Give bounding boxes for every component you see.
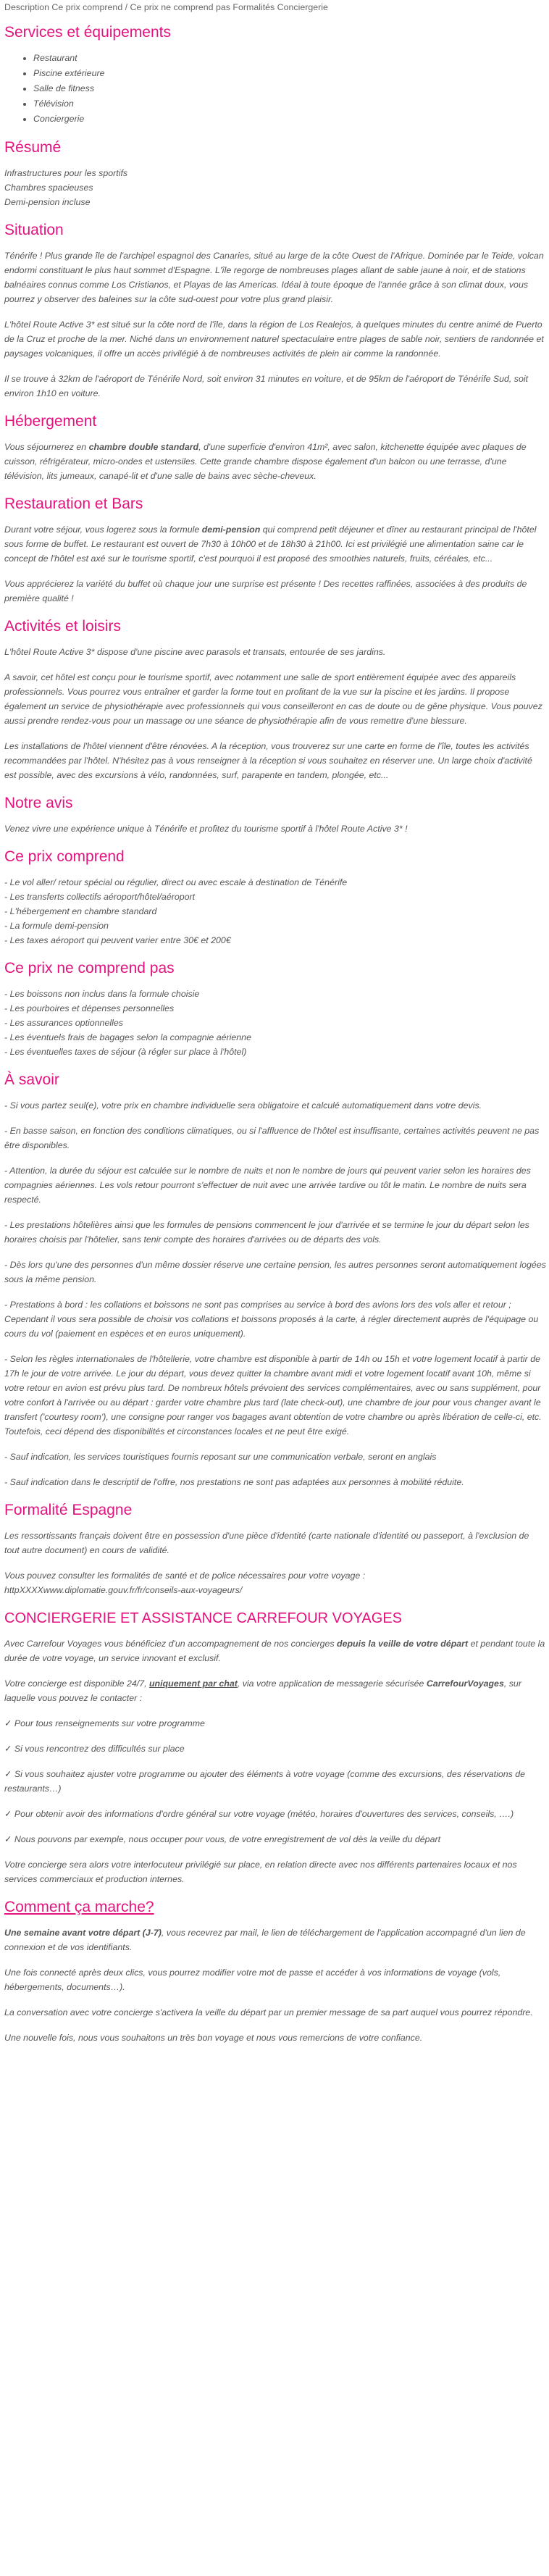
dining-heading: Restauration et Bars xyxy=(4,495,143,512)
good-to-know-paragraph: - Les prestations hôtelières ainsi que les formules de pensions commencent le jour d'arrivée et se termine le jour du départ selon les horaires choisis par l'hôtelier, sans tenir compte des horaires d'arrivées ou de départs des vols. xyxy=(4,1220,529,1245)
excluded-item: - Les éventuelles taxes de séjour (à régler sur place à l'hôtel) xyxy=(4,1047,247,1057)
summary-item: Demi-pension incluse xyxy=(4,197,91,207)
service-item: • Piscine extérieure xyxy=(33,66,546,81)
good-to-know-paragraph: - Prestations à bord : les collations et boissons ne sont pas comprises au service à bord des avions lors des vols aller et retour ; Cependant il vous sera possible de choisir vos collations et boissons proposés à la carte, à régler directement auprès de l'équipage ou cours du vol (paiement en espèces et en euros uniquement). xyxy=(4,1300,539,1339)
activities-paragraph: A savoir, cet hôtel est conçu pour le tourisme sportif, avec notamment une salle de sport entièrement équipée avec des appareils professionnels. Vous pourrez vous entraîner et garder la forme tout en profitant de la vue sur la piscine et les jardins. Il propose également un service de physiothérapie avec professionnels qui vous conseilleront en cas de doute ou de gêne physique. Vous pouvez aussi prendre rendez-vous pour un massage ou une séance de physiothérapie afin de vous remettre d'une blessure. xyxy=(4,672,542,726)
opinion-paragraph: Venez vivre une expérience unique à Ténérife et profitez du tourisme sportif à l'hôtel Route Active 3* ! xyxy=(4,824,408,834)
formalities-paragraph: Vous pouvez consulter les formalités de santé et de police nécessaires pour votre voyage : httpXXXXwww.diplomatie.gouv.fr/fr/conseils-aux-voyageurs/ xyxy=(4,1571,366,1595)
concierge-check-item: ✓ Pour obtenir avoir des informations d'ordre général sur votre voyage (météo, horaires d'ouvertures des services, conseils, ….) xyxy=(4,1809,514,1819)
formalities-heading: Formalité Espagne xyxy=(4,1502,133,1518)
summary-item: Chambres spacieuses xyxy=(4,183,93,193)
situation-paragraph: L'hôtel Route Active 3* est situé sur la côte nord de l'île, dans la région de Los Realejos, à quelques minutes du centre animé de Puerto de la Cruz et proche de la mer. Niché dans un environnement naturel spectaculaire entre plages de sable noir, sentiers de randonnée et paysages volcaniques, il offre un accès privilégié à de nombreuses activités de plein air comme la randonnée. xyxy=(4,319,544,359)
summary-item: Infrastructures pour les sportifs xyxy=(4,168,128,178)
service-item: • Conciergerie xyxy=(33,112,546,127)
section-breadcrumb: Description Ce prix comprend / Ce prix ne comprend pas Formalités Conciergerie xyxy=(4,2,328,12)
concierge-paragraph: Votre concierge sera alors votre interlocuteur privilégié sur place, en relation directe avec nos différents partenaires locaux et nos services commerciaux et production internes. xyxy=(4,1860,517,1884)
situation-paragraph: Ténérife ! Plus grande île de l'archipel espagnol des Canaries, situé au large de la côte Ouest de l'Afrique. Dominée par le Teide, volcan endormi constituant le plus haut sommet d'Espagne. L'île regorge de nombreuses plages allant de sable jaune à noir, et de stations balnéaires connus comme Los Cristianos, et Playas de las Americas. Idéal à toute époque de l'année grâce à son climat doux, vous pourrez y observer des baleines sur la côte sud-ouest pour votre plus grand plaisir. xyxy=(4,251,544,304)
excluded-item: - Les pourboires et dépenses personnelles xyxy=(4,1003,175,1013)
accommodation-paragraph: Vous séjournerez en chambre double standard, d'une superficie d'environ 41m², avec salon, kitchenette équipée avec plaques de cuisson, réfrigérateur, micro-ondes et ustensiles. Cette grande chambre dispose également d'un balcon ou une terrasse, d'une télévision, lits jumeaux, canapé-lit et d'une salle de bains avec sèche-cheveux. xyxy=(4,442,527,481)
formalities-paragraph: Les ressortissants français doivent être en possession d'une pièce d'identité (carte nationale d'identité ou passeport, à l'exclusion de tout autre document) en cours de validité. xyxy=(4,1531,529,1555)
situation-paragraph: Il se trouve à 32km de l'aéroport de Ténérife Nord, soit environ 31 minutes en voiture, et de 95km de l'aéroport de Ténérife Sud, soit environ 1h10 en voiture. xyxy=(4,374,529,398)
excluded-list xyxy=(4,987,546,1059)
how-it-works-heading: Comment ça marche? xyxy=(4,1899,154,1915)
good-to-know-paragraph: - Attention, la durée du séjour est calculée sur le nombre de nuits et non le nombre de jours qui peuvent varier selon les horaires des compagnies aériennes. Les vols retour pourront s'effectuer de nuit avec une arrivée tardive ou tôt le matin. Le nombre de nuits sera respecté. xyxy=(4,1166,531,1205)
services-heading: Services et équipements xyxy=(4,24,171,41)
service-item: • Restaurant xyxy=(33,51,546,66)
good-to-know-paragraph: - Selon les règles internationales de l'hôtellerie, votre chambre est disponible à partir de 14h ou 15h et votre logement locatif à partir de 17h le jour de votre arrivée. Le jour du départ, vous devez quitter la chambre avant midi et votre logement locatif avant 10h, même si votre retour en avion est prévu plus tard. De nombreux hôtels prévoient des services complémentaires, avec ou sans supplément, pour votre confort à l'arrivée ou au départ : garder votre chambre plus tard (late check-out), une chambre de jour pour vous changer avant le transfert ('courtesy room'), une consigne pour ranger vos bagages avant obtention de votre chambre ou après libération de celle-ci, etc. Toutefois, ceci dépend des disponibilités et circonstances locales et ne peut être exigé. xyxy=(4,1354,542,1437)
good-to-know-paragraph: - Sauf indication dans le descriptif de l'offre, nos prestations ne sont pas adaptées aux personnes à mobilité réduite. xyxy=(4,1477,464,1487)
included-item: - Les transferts collectifs aéroport/hôtel/aéroport xyxy=(4,892,196,902)
included-item: - Le vol aller/ retour spécial ou régulier, direct ou avec escale à destination de Ténérife xyxy=(4,877,348,887)
activities-heading: Activités et loisirs xyxy=(4,618,122,635)
service-item: • Salle de fitness xyxy=(33,81,546,96)
accommodation-heading: Hébergement xyxy=(4,413,97,430)
included-heading: Ce prix comprend xyxy=(4,848,125,865)
activities-paragraph: Les installations de l'hôtel viennent d'être rénovées. A la réception, vous trouverez sur une carte en forme de l'île, toutes les activités recommandées par l'hôtel. N'hésitez pas à vous renseigner à la réception si vous souhaitez en réserver une. Un large choix d'activité est possible, avec des excursions à vélo, randonnées, surf, parapente en tandem, plongée, etc... xyxy=(4,741,532,780)
excluded-item: - Les assurances optionnelles xyxy=(4,1018,123,1028)
service-item: • Télévision xyxy=(33,96,546,112)
good-to-know-paragraph: - Sauf indication, les services touristiques fournis reposant sur une communication verbale, seront en anglais xyxy=(4,1452,437,1462)
how-it-works-paragraph: Une fois connecté après deux clics, vous pourrez modifier votre mot de passe et accéder à vos informations de voyage (vols, hébergements, documents…). xyxy=(4,1967,501,1992)
opinion-heading: Notre avis xyxy=(4,795,73,811)
how-it-works-paragraph: La conversation avec votre concierge s'activera la veille du départ par un premier message de sa part auquel vous pourrez répondre. xyxy=(4,2007,533,2017)
excluded-heading: Ce prix ne comprend pas xyxy=(4,960,175,977)
activities-paragraph: L'hôtel Route Active 3* dispose d'une piscine avec parasols et transats, entourée de ses jardins. xyxy=(4,647,386,657)
concierge-paragraph: Votre concierge est disponible 24/7, uniquement par chat, via votre application de messagerie sécurisée CarrefourVoyages, sur laquelle vous pouvez le contacter : xyxy=(4,1678,521,1703)
excluded-item: - Les éventuels frais de bagages selon la compagnie aérienne xyxy=(4,1032,251,1042)
concierge-check-item: ✓ Si vous souhaitez ajuster votre programme ou ajouter des éléments à votre voyage (comme des excursions, des réservations de restaurants…) xyxy=(4,1769,526,1794)
summary-heading: Résumé xyxy=(4,139,62,156)
diplomatie-link[interactable]: httpXXXXwww.diplomatie.gouv.fr/fr/conseils-aux-voyageurs/ xyxy=(4,1585,243,1595)
services-list xyxy=(4,51,546,127)
good-to-know-paragraph: - Si vous partez seul(e), votre prix en chambre individuelle sera obligatoire et calculé automatiquement dans votre devis. xyxy=(4,1100,482,1111)
included-list xyxy=(4,875,546,948)
concierge-heading: CONCIERGERIE ET ASSISTANCE CARREFOUR VOYAGES xyxy=(4,1610,402,1626)
good-to-know-paragraph: - En basse saison, en fonction des conditions climatiques, ou si l'affluence de l'hôtel est insuffisante, certaines activités peuvent ne pas être disponibles. xyxy=(4,1126,540,1150)
dining-paragraph: Durant votre séjour, vous logerez sous la formule demi-pension qui comprend petit déjeuner et dîner au restaurant principal de l'hôtel sous forme de buffet. Le restaurant est ouvert de 7h30 à 10h00 et de 18h30 à 21h00. Ici est privilégié une alimentation saine car le concept de l'hôtel est axé sur le tourisme sportif, c'est pourquoi il est proposé des smoothies naturels, fruits, céréales, etc... xyxy=(4,524,537,564)
excluded-item: - Les boissons non inclus dans la formule choisie xyxy=(4,989,200,999)
situation-heading: Situation xyxy=(4,222,64,238)
included-item: - Les taxes aéroport qui peuvent varier entre 30€ et 200€ xyxy=(4,935,231,945)
how-it-works-paragraph: Une nouvelle fois, nous vous souhaitons un très bon voyage et nous vous remercions de votre confiance. xyxy=(4,2033,423,2043)
good-to-know-heading: À savoir xyxy=(4,1071,59,1088)
included-item: - La formule demi-pension xyxy=(4,921,109,931)
summary-list xyxy=(4,166,546,209)
concierge-check-item: ✓ Nous pouvons par exemple, nous occuper pour vous, de votre enregistrement de vol dès la veille du départ xyxy=(4,1834,441,1844)
how-it-works-paragraph: Une semaine avant votre départ (J-7), vous recevrez par mail, le lien de téléchargement de l'application accompagné d'un lien de connexion et de vos identifiants. xyxy=(4,1928,526,1952)
concierge-check-item: ✓ Pour tous renseignements sur votre programme xyxy=(4,1718,205,1728)
included-item: - L'hébergement en chambre standard xyxy=(4,906,157,916)
good-to-know-paragraph: - Dès lors qu'une des personnes d'un même dossier réserve une certaine pension, les autres personnes seront automatiquement logées sous la même pension. xyxy=(4,1260,546,1284)
dining-paragraph: Vous apprécierez la variété du buffet où chaque jour une surprise est présente ! Des recettes raffinées, associées à des produits de première qualité ! xyxy=(4,579,527,603)
concierge-check-item: ✓ Si vous rencontrez des difficultés sur place xyxy=(4,1744,185,1754)
concierge-paragraph: Avec Carrefour Voyages vous bénéficiez d'un accompagnement de nos concierges depuis la veille de votre départ et pendant toute la durée de votre voyage, un service innovant et exclusif. xyxy=(4,1639,545,1663)
